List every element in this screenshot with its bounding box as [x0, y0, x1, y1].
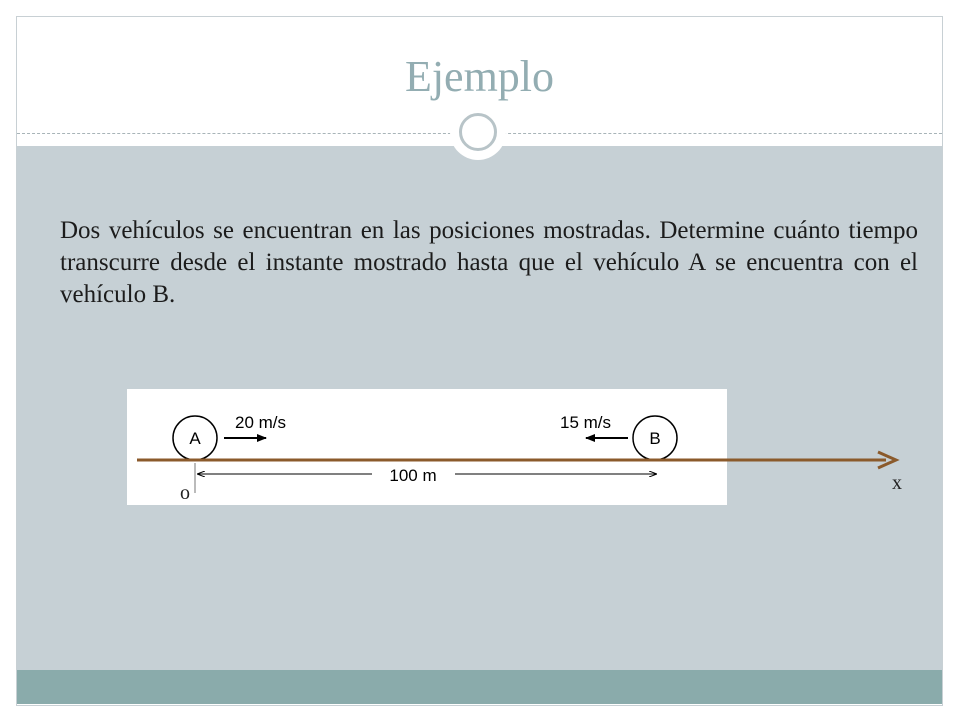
origin-label: o [180, 482, 190, 504]
problem-statement: Dos vehículos se encuentran en las posiciones mostradas. Determine cuánto tiempo transcurre desde el instante mostrado hasta que el vehículo A se encuentra con el vehículo B. [60, 217, 918, 308]
vehicle-b-speed: 15 m/s [560, 413, 612, 432]
vehicle-b-label: B [649, 429, 661, 448]
vehicle-b [633, 416, 677, 460]
distance-label: 100 m [389, 466, 437, 485]
x-axis-label: x [892, 472, 902, 494]
slide-title: Ejemplo [404, 52, 555, 101]
vehicle-a [173, 416, 217, 460]
vehicle-a-label: A [189, 429, 201, 448]
vehicle-a-speed: 20 m/s [235, 413, 287, 432]
